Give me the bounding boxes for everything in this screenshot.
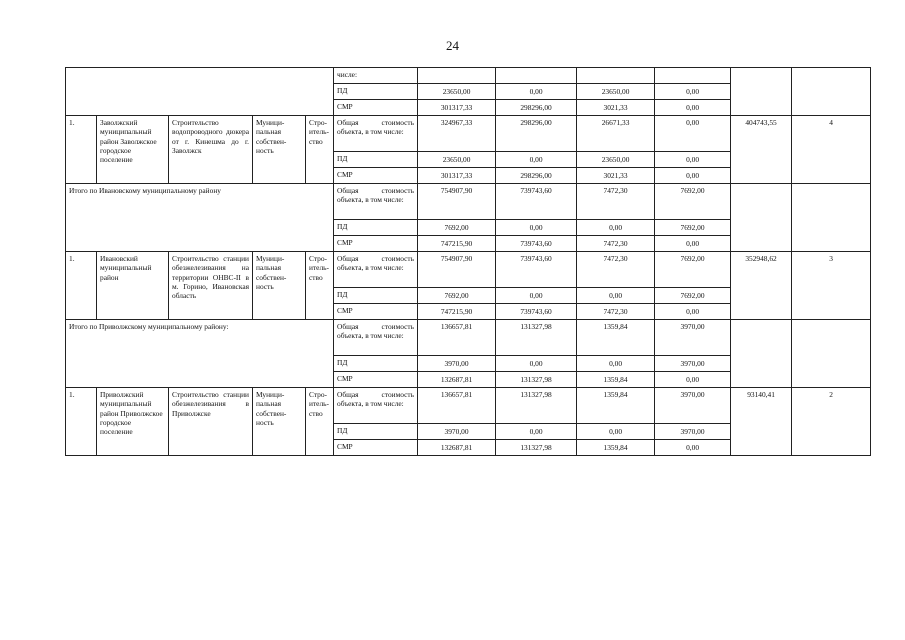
value-cell: 3970,00: [418, 356, 496, 372]
value-cell: 739743,60: [496, 236, 577, 252]
value-cell: 0,00: [655, 304, 731, 320]
value-cell: 7692,00: [418, 288, 496, 304]
value-cell: 0,00: [655, 152, 731, 168]
row-number: 1.: [66, 252, 97, 320]
value-cell: 7472,30: [577, 184, 655, 220]
row-label: СМР: [334, 100, 418, 116]
row-label: СМР: [334, 236, 418, 252]
value-a-cell: 352948,62: [731, 252, 792, 320]
value-cell: 7692,00: [655, 288, 731, 304]
row-label: СМР: [334, 168, 418, 184]
value-cell: 7472,30: [577, 236, 655, 252]
value-cell: 132687,81: [418, 440, 496, 456]
value-cell: 739743,60: [496, 184, 577, 220]
total-label: Общая стоимость объекта, в том числе:: [334, 388, 418, 424]
district-cell: Заволжский муниципальный район Заволжское городское поселение: [97, 116, 169, 184]
value-cell: 7472,30: [577, 252, 655, 288]
value-cell: 7692,00: [655, 184, 731, 220]
row-number: 1.: [66, 388, 97, 456]
row-label: СМР: [334, 372, 418, 388]
subtotal-label: Итого по Ивановскому муниципальному району: [66, 184, 334, 252]
value-cell: 0,00: [655, 372, 731, 388]
value-cell: 0,00: [655, 84, 731, 100]
row-label: ПД: [334, 288, 418, 304]
work-type-cell: Стро-итель-ство: [306, 388, 334, 456]
value-b-cell: 3: [792, 252, 871, 320]
value-cell: 3970,00: [655, 356, 731, 372]
value-cell: 131327,98: [496, 320, 577, 356]
value-cell: 131327,98: [496, 372, 577, 388]
value-cell: 0,00: [496, 288, 577, 304]
value-cell: 23650,00: [577, 84, 655, 100]
value-cell: 0,00: [577, 424, 655, 440]
value-cell: 7692,00: [418, 220, 496, 236]
table-row: [66, 320, 871, 356]
object-name-cell: Строительство водопроводного дюкера от г. Кинешма до г. Заволжск: [169, 116, 253, 184]
value-cell: 301317,33: [418, 168, 496, 184]
value-cell: 0,00: [577, 288, 655, 304]
value-cell: 136657,81: [418, 320, 496, 356]
value-cell: 23650,00: [418, 84, 496, 100]
value-cell: 324967,33: [418, 116, 496, 152]
value-cell: 26671,33: [577, 116, 655, 152]
value-b-cell: 4: [792, 116, 871, 184]
value-cell: 3970,00: [655, 320, 731, 356]
subtotal-label: Итого по Приволжскому муниципальному району:: [66, 320, 334, 388]
value-cell: 1359,84: [577, 440, 655, 456]
total-label: Общая стоимость объекта, в том числе:: [334, 116, 418, 152]
value-cell: 0,00: [655, 236, 731, 252]
ownership-cell: Муници-пальная собствен-ность: [253, 116, 306, 184]
work-type-cell: Стро-итель-ство: [306, 116, 334, 184]
value-cell: 0,00: [496, 84, 577, 100]
value-cell: 0,00: [496, 356, 577, 372]
label-cell: числе:: [334, 68, 418, 84]
value-cell: 131327,98: [496, 388, 577, 424]
table-row: [66, 388, 871, 424]
value-cell: 739743,60: [496, 252, 577, 288]
value-cell: 7472,30: [577, 304, 655, 320]
ownership-cell: Муници-пальная собствен-ность: [253, 252, 306, 320]
value-a-cell: 404743,55: [731, 116, 792, 184]
table-row: [66, 116, 871, 152]
row-label: ПД: [334, 220, 418, 236]
value-cell: 1359,84: [577, 372, 655, 388]
row-label: ПД: [334, 152, 418, 168]
row-label: ПД: [334, 84, 418, 100]
value-cell: 754907,90: [418, 252, 496, 288]
investment-table: [65, 67, 871, 456]
value-cell: 0,00: [655, 440, 731, 456]
total-label: Общая стоимость объекта, в том числе:: [334, 252, 418, 288]
work-type-cell: Стро-итель-ство: [306, 252, 334, 320]
value-b-cell: 2: [792, 388, 871, 456]
value-cell: 3021,33: [577, 100, 655, 116]
object-name-cell: Строительство станции обезжелезивания в Приволжске: [169, 388, 253, 456]
total-label: Общая стоимость объекта, в том числе:: [334, 184, 418, 220]
value-cell: 132687,81: [418, 372, 496, 388]
value-cell: 0,00: [577, 220, 655, 236]
value-cell: 23650,00: [418, 152, 496, 168]
value-cell: 0,00: [655, 116, 731, 152]
value-cell: 3970,00: [655, 424, 731, 440]
table-row: [66, 252, 871, 288]
value-cell: 747215,90: [418, 304, 496, 320]
value-cell: 3021,33: [577, 168, 655, 184]
value-cell: 0,00: [577, 356, 655, 372]
value-cell: 131327,98: [496, 440, 577, 456]
value-cell: 298296,00: [496, 100, 577, 116]
row-label: ПД: [334, 424, 418, 440]
value-cell: 0,00: [496, 220, 577, 236]
table-row: [66, 68, 871, 84]
value-cell: 0,00: [496, 152, 577, 168]
value-cell: 3970,00: [418, 424, 496, 440]
value-cell: 0,00: [655, 168, 731, 184]
row-label: СМР: [334, 304, 418, 320]
district-cell: Приволжский муниципальный район Приволжское городское поселение: [97, 388, 169, 456]
value-cell: 136657,81: [418, 388, 496, 424]
value-cell: 298296,00: [496, 168, 577, 184]
value-cell: 1359,84: [577, 388, 655, 424]
district-cell: Ивановский муниципальный район: [97, 252, 169, 320]
ownership-cell: Муници-пальная собствен-ность: [253, 388, 306, 456]
value-cell: 298296,00: [496, 116, 577, 152]
value-cell: 23650,00: [577, 152, 655, 168]
value-cell: 0,00: [496, 424, 577, 440]
value-cell: 754907,90: [418, 184, 496, 220]
value-cell: 1359,84: [577, 320, 655, 356]
row-number: 1.: [66, 116, 97, 184]
total-label: Общая стоимость объекта, в том числе:: [334, 320, 418, 356]
page-number: 24: [446, 38, 459, 53]
object-name-cell: Строительство станции обезжелезивания на территории ОНВС-II в м. Горино, Ивановская область: [169, 252, 253, 320]
value-cell: 739743,60: [496, 304, 577, 320]
value-cell: 0,00: [655, 100, 731, 116]
value-cell: 3970,00: [655, 388, 731, 424]
value-cell: 747215,90: [418, 236, 496, 252]
value-cell: 301317,33: [418, 100, 496, 116]
continuation-cell: [66, 68, 334, 116]
row-label: СМР: [334, 440, 418, 456]
value-cell: 7692,00: [655, 252, 731, 288]
table-row: [66, 184, 871, 220]
value-a-cell: 93140,41: [731, 388, 792, 456]
value-cell: 7692,00: [655, 220, 731, 236]
row-label: ПД: [334, 356, 418, 372]
